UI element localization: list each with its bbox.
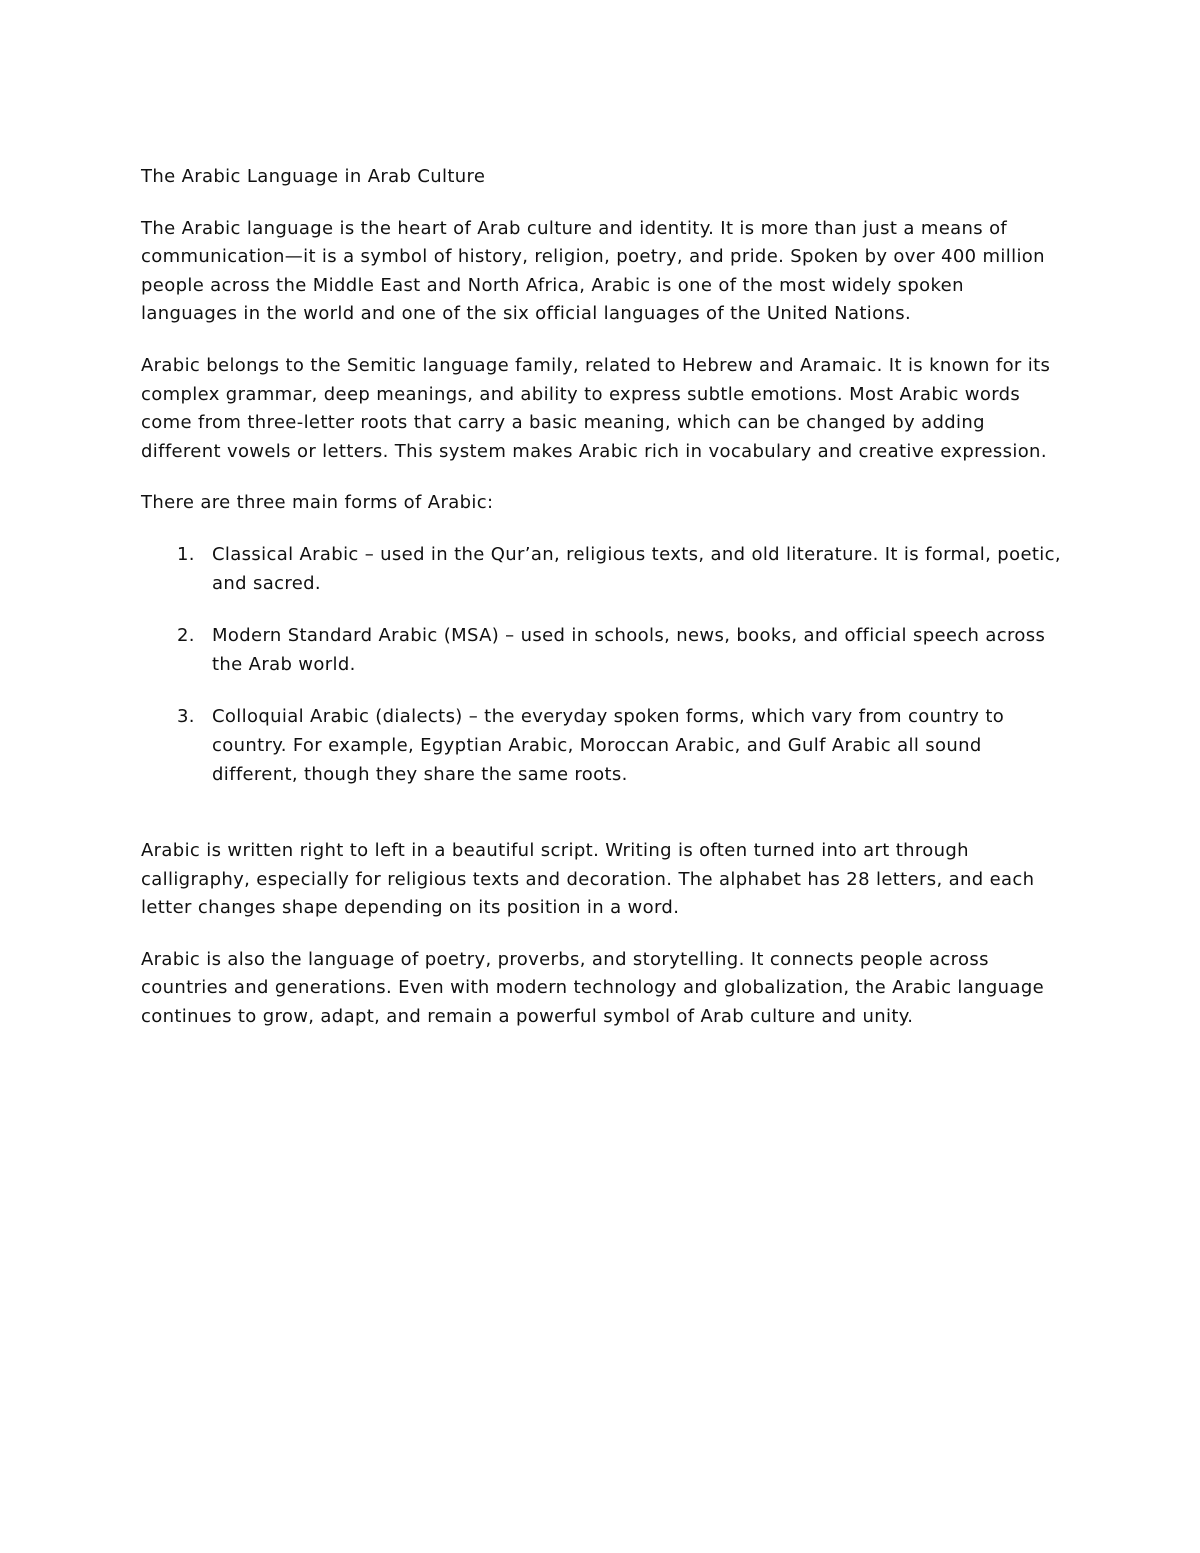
paragraph-intro-2: Arabic belongs to the Semitic language family, related to Hebrew and Aramaic. It is known for its complex grammar, deep meanings, and ability to express subtle emotions. Most Arabic words come from three-letter roots that carry a basic meaning, which can be changed by adding different vowels or letters. This system makes Arabic rich in vocabulary and creative expression.: [141, 354, 1051, 462]
paragraph-forms-intro: There are three main forms of Arabic:: [141, 492, 494, 514]
paragraph-intro-1: The Arabic language is the heart of Arab culture and identity. It is more than just a means of communication—it is a symbol of history, religion, poetry, and pride. Spoken by over 400 million people across the Middle East and North Africa, Arabic is one of the most widely spoken languages in the world and one of the six official languages of the United Nations.: [141, 217, 1045, 325]
list-item-number: 2.: [177, 625, 195, 647]
spacer: [141, 812, 1066, 837]
list-item-text: Classical Arabic – used in the Qur’an, religious texts, and old literature. It is formal, poetic, and sacred.: [212, 543, 1061, 594]
list-item-number: 1.: [177, 543, 195, 565]
list-item: [141, 703, 1066, 789]
document-title: The Arabic Language in Arab Culture: [141, 166, 486, 187]
list-item: [141, 622, 1066, 679]
list-item-text: Modern Standard Arabic (MSA) – used in schools, news, books, and official speech across the Arab world.: [212, 625, 1046, 675]
paragraph-closing-1: Arabic is written right to left in a beautiful script. Writing is often turned into art through calligraphy, especially for religious texts and decoration. The alphabet has 28 letters, and each letter changes shape depending on its position in a word.: [141, 840, 1035, 919]
forms-of-arabic-list: [141, 541, 1066, 789]
paragraph-closing-2: Arabic is also the language of poetry, proverbs, and storytelling. It connects people across countries and generations. Even with modern technology and globalization, the Arabic language continues to grow, adapt, and remain a powerful symbol of Arab culture and unity.: [141, 948, 1045, 1028]
list-item: [141, 541, 1066, 598]
list-item-number: 3.: [177, 706, 195, 728]
list-item-text: Colloquial Arabic (dialects) – the everyday spoken forms, which vary from country to country. For example, Egyptian Arabic, Moroccan Arabic, and Gulf Arabic all sound different, though they share the same roots.: [212, 706, 1005, 785]
document-body: [141, 163, 1066, 1055]
